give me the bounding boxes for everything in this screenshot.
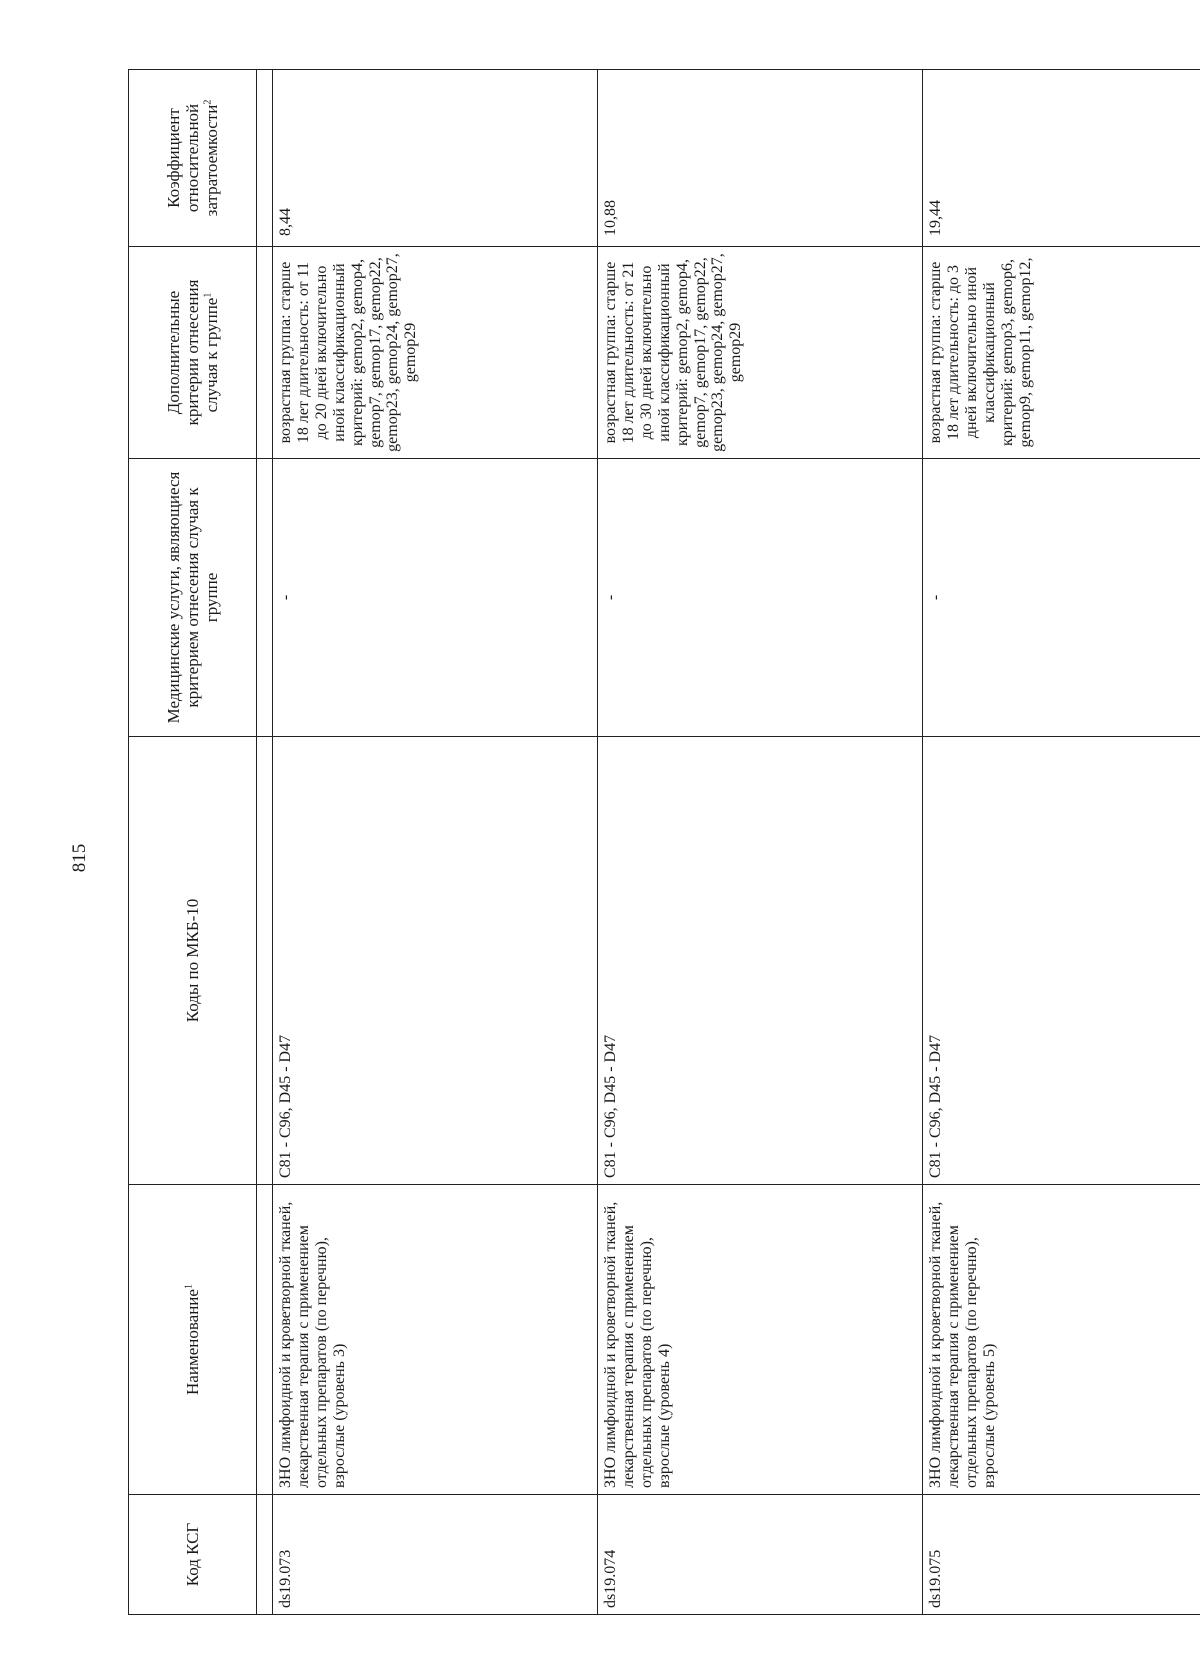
cell-criteria: возрастная группа: старше 18 лет длительность: от 21 до 30 дней включительно иной классификационный критерий: gemop2, gemop4, gemop7, gemop17, gemop22, gemop23, gemop24, gemop27, gemop29 xyxy=(598,247,923,459)
table-header-row xyxy=(129,70,257,1615)
cell-code: ds19.073 xyxy=(273,1495,598,1615)
cell-code: ds19.074 xyxy=(598,1495,923,1615)
cell-name: ЗНО лимфоидной и кроветворной тканей, лекарственная терапия с применением отдельных препаратов (по перечню), взрослые (уровень 5) xyxy=(923,1185,1200,1495)
cell-code: ds19.075 xyxy=(923,1495,1200,1615)
table-row xyxy=(923,70,1200,1615)
cell-icd: C81 - C96, D45 - D47 xyxy=(598,737,923,1185)
cell-name: ЗНО лимфоидной и кроветворной тканей, лекарственная терапия с применением отдельных препаратов (по перечню), взрослые (уровень 4) xyxy=(598,1185,923,1495)
rotated-table-container xyxy=(128,70,1133,1615)
cell-icd: C81 - C96, D45 - D47 xyxy=(273,737,598,1185)
header-icd: Коды по МКБ-10 xyxy=(129,737,257,1185)
table-spacer-row xyxy=(257,70,273,1615)
cell-services: - xyxy=(923,459,1200,737)
header-services: Медицинские услуги, являющиеся критерием отнесения случая к группе xyxy=(129,459,257,737)
cell-icd: C81 - C96, D45 - D47 xyxy=(923,737,1200,1185)
header-criteria: Дополнительные критерии отнесения случая к группе$^1$ xyxy=(129,247,257,459)
cell-coef: 10,88 xyxy=(598,70,923,247)
cell-name: ЗНО лимфоидной и кроветворной тканей, лекарственная терапия с применением отдельных препаратов (по перечню), взрослые (уровень 3) xyxy=(273,1185,598,1495)
cell-coef: 19,44 xyxy=(923,70,1200,247)
page-number: 815 xyxy=(69,843,90,873)
cell-criteria: возрастная группа: старше 18 лет длительность: до 3 дней включительно иной классификационный критерий: gemop3, gemop6, gemop9, gemop11, gemop12, xyxy=(923,247,1200,459)
cell-services: - xyxy=(273,459,598,737)
table-row xyxy=(598,70,923,1615)
cell-criteria: возрастная группа: старше 18 лет длительность: от 11 до 20 дней включительно иной классификационный критерий: gemop2, gemop4, gemop7, gemop17, gemop22, gemop23, gemop24, gemop27, gemop29 xyxy=(273,247,598,459)
header-code: Код КСГ xyxy=(129,1495,257,1615)
cell-coef: 8,44 xyxy=(273,70,598,247)
table-row xyxy=(273,70,598,1615)
ksg-table xyxy=(128,69,1200,1615)
header-name: Наименование$^1$ xyxy=(129,1185,257,1495)
cell-services: - xyxy=(598,459,923,737)
header-coef: Коэффициент относительной затратоемкости$^2$ xyxy=(129,70,257,247)
